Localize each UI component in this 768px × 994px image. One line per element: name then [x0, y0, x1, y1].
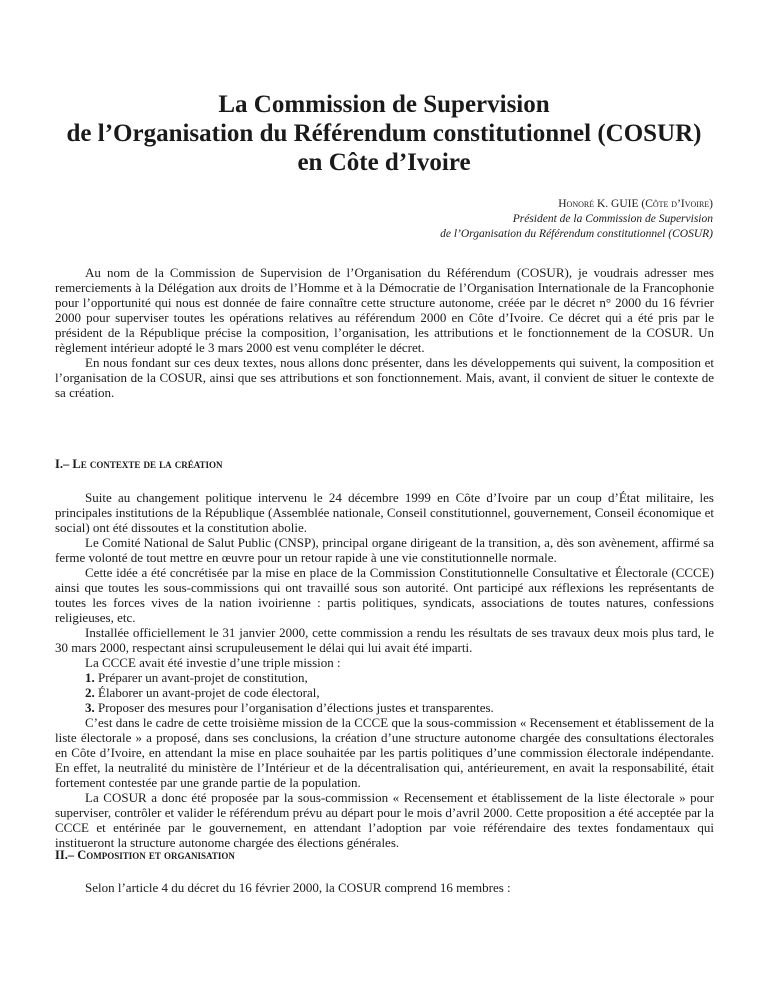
author-role-line-1: Président de la Commission de Supervision [512, 213, 713, 225]
list-item [55, 685, 714, 700]
body-paragraph: Selon l’article 4 du décret du 16 février 2000, la COSUR comprend 16 membres : [85, 880, 511, 895]
intro-paragraph: Au nom de la Commission de Supervision de l’Organisation du Référendum (COSUR), je voudrais adresser mes remerciements à la Délégation aux droits de l’Homme et à la Démocratie de l’Organisation Internationale de la Francophonie pour l’opportunité qui nous est donnée de faire connaître cette structure autonome, créée par le décret n° 2000 du 16 février 2000 pour superviser toutes les opérations relatives au référendum 2000 en Côte d’Ivoire. Ce décret qui a été pris par le président de la République précise la composition, l’organisation, les attributions et le fonctionnement de la COSUR. Un règlement intérieur adopté le 3 mars 2000 est venu compléter le décret. [55, 265, 714, 355]
list-number: 2. [85, 685, 95, 700]
body-paragraph: La COSUR a donc été proposée par la sous-commission « Recensement et établissement de la liste électorale » pour superviser, contrôler et valider le référendum prévu au départ pour le mois d’avril 2000. Cette proposition a été acceptée par la CCCE et entérinée par le gouvernement, en attendant l’adoption par voie référendaire des textes fondamentaux qui institueront la structure autonome chargée des élections générales. [55, 790, 714, 850]
body-paragraph: Cette idée a été concrétisée par la mise en place de la Commission Constitutionnelle Consultative et Électorale (CCCE) ainsi que toutes les sous-commissions qui ont travaillé sous son autorité. Ont participé aux réflexions les représentants de toutes les forces vives de la nation ivoirienne : partis politiques, syndicats, associations de toutes natures, confessions religieuses, etc. [55, 565, 714, 625]
body-paragraph: La CCCE avait été investie d’une triple mission : [85, 655, 341, 670]
title-acronym: COSUR [605, 120, 694, 147]
author-block [440, 197, 713, 242]
body-paragraph: Le Comité National de Salut Public (CNSP), principal organe dirigeant de la transition, a, dès son avènement, affirmé sa ferme volonté de tout mettre en œuvre pour un retour rapide à une vie constitutionnelle normale. [55, 535, 714, 565]
list-number: 3. [85, 700, 95, 715]
title-line-2-suffix: ) [693, 120, 702, 147]
intro-paragraph: En nous fondant sur ces deux textes, nous allons donc présenter, dans les développements qui suivent, la composition et l’organisation de la COSUR, ainsi que ses attributions et son fonctionnement. Mais, avant, il convient de situer le contexte de sa création. [55, 355, 714, 400]
body-paragraph: Installée officiellement le 31 janvier 2000, cette commission a rendu les résultats de ses travaux deux mois plus tard, le 30 mars 2000, respectant ainsi scrupuleusement le délai qui lui avait été imparti. [55, 625, 714, 655]
intro-section [55, 265, 714, 400]
list-text: Préparer un avant-projet de constitution, [94, 670, 308, 685]
section-1-body [55, 490, 714, 850]
title-line-2 [40, 119, 728, 148]
body-paragraph: C’est dans le cadre de cette troisième mission de la CCCE que la sous-commission « Recensement et établissement de la liste électorale » a proposé, dans ses conclusions, la création d’une structure autonome chargée des consultations électorales en Côte d’Ivoire, en attendant la mise en place souhaitée par les partis politiques d’une commission électorale indépendante. En effet, la neutralité du ministère de l’Intérieur et de la décentralisation qui, antérieurement, en avait la responsabilité, était fortement contestée par une grande partie de la population. [55, 715, 714, 790]
title-line-1: La Commission de Supervision [218, 91, 550, 118]
body-paragraph: Suite au changement politique intervenu le 24 décembre 1999 en Côte d’Ivoire par un coup d’État militaire, les principales institutions de la République (Assemblée nationale, Conseil constitutionnel, gouvernement, Conseil économique et social) ont été dissoutes et la constitution abolie. [55, 490, 714, 535]
section-2-body [55, 880, 714, 895]
list-text: Proposer des mesures pour l’organisation d’élections justes et transparentes. [94, 700, 494, 715]
list-item [55, 700, 714, 715]
document-title [40, 90, 728, 177]
title-line-3: en Côte d’Ivoire [297, 149, 471, 176]
list-item [55, 670, 714, 685]
section-1-heading: I.– Le contexte de la création [55, 457, 223, 471]
section-2-heading: II.– Composition et organisation [55, 848, 235, 862]
list-text: Élaborer un avant-projet de code électoral, [94, 685, 320, 700]
author-name: Honoré K. GUIE (Côte d’Ivoire) [558, 198, 713, 210]
author-role-line-2: de l’Organisation du Référendum constitutionnel (COSUR) [440, 228, 713, 240]
list-number: 1. [85, 670, 95, 685]
title-line-2-prefix: de l’Organisation du Référendum constitutionnel ( [66, 120, 606, 147]
